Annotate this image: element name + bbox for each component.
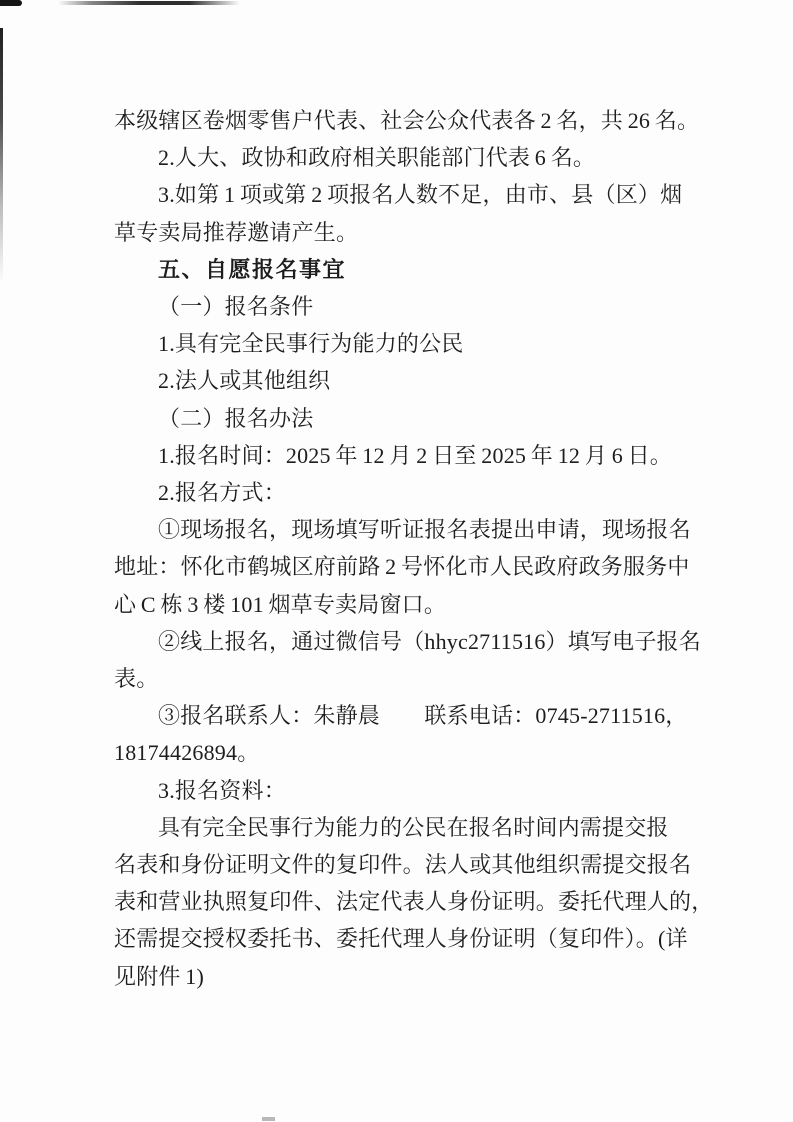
text-line: 18174426894。 xyxy=(114,740,260,766)
scan-artifact-left-edge xyxy=(0,28,3,283)
text-line: ③报名联系人：朱静晨 联系电话：0745-2711516， xyxy=(158,703,688,729)
text-line: 表。 xyxy=(114,666,159,692)
text-line: 心 C 栋 3 楼 101 烟草专卖局窗口。 xyxy=(114,591,447,617)
scan-artifact-bottom-smudge xyxy=(262,1117,275,1121)
text-line: 表和营业执照复印件、法定代表人身份证明。委托代理人的， xyxy=(114,889,714,915)
text-line: 见附件 1) xyxy=(114,963,205,989)
document-body xyxy=(114,102,714,995)
text-line: 1.报名时间：2025 年 12 月 2 日至 2025 年 12 月 6 日。 xyxy=(158,442,673,468)
text-line: 2.法人或其他组织 xyxy=(158,368,331,394)
text-line: 还需提交授权委托书、委托代理人身份证明（复印件）。(详 xyxy=(114,926,688,952)
text-line: （一）报名条件 xyxy=(158,294,314,320)
text-line: 名表和身份证明文件的复印件。法人或其他组织需提交报名 xyxy=(114,852,692,878)
text-line: 2.人大、政协和政府相关职能部门代表 6 名。 xyxy=(158,145,596,171)
scan-artifact-top-blob xyxy=(0,0,22,6)
text-line: 3.报名资料： xyxy=(158,777,286,803)
text-line: 草专卖局推荐邀请产生。 xyxy=(114,219,359,245)
text-line: 本级辖区卷烟零售户代表、社会公众代表各 2 名，共 26 名。 xyxy=(114,108,700,133)
text-line: ②线上报名，通过微信号（hhyc2711516）填写电子报名 xyxy=(158,628,701,654)
text-line: 地址：怀化市鹤城区府前路 2 号怀化市人民政府政务服务中 xyxy=(114,554,690,580)
text-line: （二）报名办法 xyxy=(158,405,314,431)
text-line: 具有完全民事行为能力的公民在报名时间内需提交报 xyxy=(158,814,669,840)
text-line: ①现场报名，现场填写听证报名表提出申请，现场报名 xyxy=(158,517,691,543)
text-line: 3.如第 1 项或第 2 项报名人数不足，由市、县（区）烟 xyxy=(158,182,683,208)
text-line: 1.具有完全民事行为能力的公民 xyxy=(158,331,464,357)
text-line: 2.报名方式： xyxy=(158,480,286,506)
scan-artifact-top-line xyxy=(58,1,240,5)
section-heading: 五、自愿报名事宜 xyxy=(158,256,347,282)
